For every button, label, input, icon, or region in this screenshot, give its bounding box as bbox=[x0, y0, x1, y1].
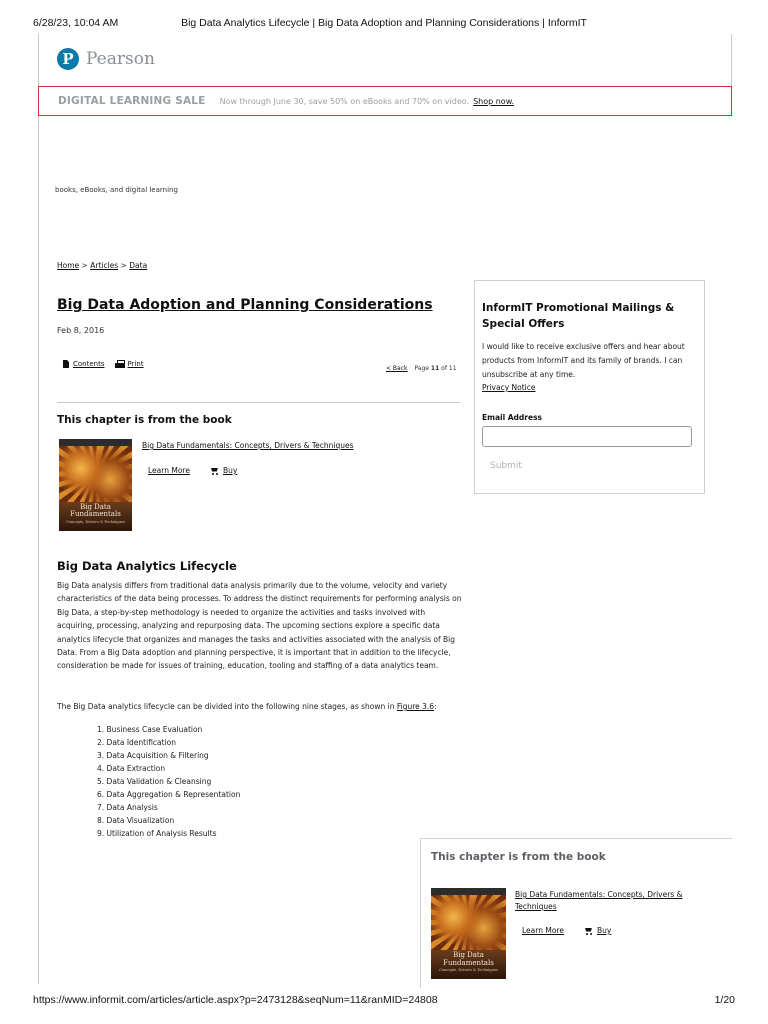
breadcrumb-data[interactable]: Data bbox=[129, 261, 148, 270]
cover-titlebox bbox=[431, 950, 506, 979]
promo-title: DIGITAL LEARNING SALE bbox=[58, 95, 206, 107]
book-cover-image[interactable] bbox=[59, 439, 132, 531]
article-title[interactable]: Big Data Adoption and Planning Considerations bbox=[57, 297, 433, 313]
list-item: 5. Data Validation & Cleansing bbox=[97, 777, 212, 786]
email-label: Email Address bbox=[482, 413, 543, 422]
learn-more-link[interactable]: Learn More bbox=[148, 466, 190, 475]
pearson-logo[interactable] bbox=[57, 48, 155, 70]
book-actions bbox=[148, 466, 237, 475]
printer-icon bbox=[115, 360, 125, 368]
book-title-link[interactable]: Big Data Fundamentals: Concepts, Drivers & Techniques bbox=[142, 441, 354, 450]
print-page-number: 1/20 bbox=[714, 994, 735, 1006]
print-page-title: Big Data Analytics Lifecycle | Big Data Adoption and Planning Considerations | InformIT bbox=[181, 17, 587, 29]
learn-more-link-2[interactable]: Learn More bbox=[522, 926, 564, 935]
list-item: 8. Data Visualization bbox=[97, 816, 175, 825]
book-actions-2 bbox=[522, 926, 611, 935]
cover-subtitle: Concepts, Drivers & Techniques bbox=[66, 519, 125, 524]
email-field[interactable] bbox=[482, 426, 692, 447]
page-of: of bbox=[441, 365, 447, 372]
pager bbox=[386, 365, 457, 372]
back-link[interactable]: < Back bbox=[386, 365, 408, 372]
figure-link[interactable]: Figure 3.6 bbox=[396, 702, 435, 711]
divider bbox=[57, 402, 460, 403]
para2-text: The Big Data analytics lifecycle can be divided into the following nine stages, as shown in bbox=[57, 702, 397, 711]
print-url: https://www.informit.com/articles/article.aspx?p=2473128&seqNum=11&ranMID=24808 bbox=[33, 994, 438, 1006]
cart-icon bbox=[584, 927, 593, 935]
privacy-notice-link[interactable]: Privacy Notice bbox=[482, 383, 536, 392]
section-paragraph-2 bbox=[57, 700, 462, 713]
cover-subtitle: Concepts, Drivers & Techniques bbox=[439, 968, 498, 973]
page-label: Page bbox=[414, 365, 429, 372]
breadcrumb bbox=[57, 261, 147, 270]
book-cover-image-2[interactable] bbox=[431, 888, 506, 979]
list-item: 2. Data Identification bbox=[97, 738, 177, 747]
cover-band bbox=[59, 439, 132, 446]
mailing-title: InformIT Promotional Mailings & Special Offers bbox=[482, 302, 675, 330]
total-pages: 11 bbox=[448, 365, 457, 372]
pearson-logo-icon: P bbox=[57, 48, 79, 70]
submit-button[interactable]: Submit bbox=[490, 461, 522, 471]
mailing-text: I would like to receive exclusive offers and hear about products from InformIT and its family of brands. I can unsubscribe at any time. bbox=[482, 342, 685, 379]
print-footer bbox=[0, 994, 768, 1008]
site-tagline: books, eBooks, and digital learning bbox=[55, 186, 178, 194]
list-item: 9. Utilization of Analysis Results bbox=[97, 829, 217, 838]
list-item: 7. Data Analysis bbox=[97, 803, 158, 812]
cover-title: Big Data Fundamentals bbox=[70, 502, 121, 519]
breadcrumb-separator: > bbox=[120, 261, 127, 270]
contents-link[interactable] bbox=[63, 360, 105, 368]
print-header bbox=[0, 17, 768, 31]
print-datetime: 6/28/23, 10:04 AM bbox=[33, 17, 119, 29]
document-icon bbox=[63, 360, 69, 368]
cover-title: Big Data Fundamentals bbox=[443, 950, 494, 967]
list-item: 6. Data Aggregation & Representation bbox=[97, 790, 241, 799]
breadcrumb-separator: > bbox=[81, 261, 88, 270]
list-item: 1. Business Case Evaluation bbox=[97, 725, 203, 734]
list-item: 4. Data Extraction bbox=[97, 764, 166, 773]
contents-label: Contents bbox=[73, 360, 105, 368]
breadcrumb-articles[interactable]: Articles bbox=[90, 261, 119, 270]
mailing-signup-box bbox=[474, 280, 705, 494]
buy-label: Buy bbox=[222, 466, 238, 475]
cover-art bbox=[59, 446, 132, 501]
cover-art bbox=[431, 895, 506, 950]
book-heading-2: This chapter is from the book bbox=[431, 851, 606, 863]
list-item: 3. Data Acquisition & Filtering bbox=[97, 751, 209, 760]
section-title: Big Data Analytics Lifecycle bbox=[57, 559, 237, 573]
frame-left-border bbox=[38, 34, 39, 984]
para2-end: : bbox=[434, 702, 437, 711]
publish-date: Feb 8, 2016 bbox=[57, 326, 105, 335]
buy-label-2: Buy bbox=[596, 926, 612, 935]
shop-now-link[interactable]: Shop now. bbox=[473, 96, 515, 106]
breadcrumb-home[interactable]: Home bbox=[57, 261, 80, 270]
promo-text: Now through June 30, save 50% on eBooks and 70% on video. bbox=[219, 96, 470, 106]
current-page: 11 bbox=[430, 365, 440, 372]
book-heading: This chapter is from the book bbox=[57, 414, 232, 426]
print-label: Print bbox=[127, 360, 144, 368]
print-link[interactable] bbox=[115, 360, 144, 368]
buy-link[interactable] bbox=[210, 466, 237, 475]
cart-icon bbox=[210, 467, 219, 475]
book-title-link-2[interactable]: Big Data Fundamentals: Concepts, Drivers & Techniques bbox=[515, 890, 683, 911]
stages-list bbox=[97, 723, 240, 840]
frame-right-border bbox=[731, 34, 732, 88]
cover-titlebox bbox=[59, 502, 132, 531]
cover-band bbox=[431, 888, 506, 895]
section-paragraph: Big Data analysis differs from traditional data analysis primarily due to the volume, velocity and variety characteristics of the data being processes. To address the distinct requirements for performing analysis on Big Data, a step-by-step methodology is needed to organize the activities and tasks involved with acquiring, processing, analyzing and repurposing data. The upcoming sections explore a specific data analytics lifecycle that organizes and manages the tasks and activities associated with the analysis of Big Data. From a Big Data adoption and planning perspective, it is important that in addition to the lifecycle, consideration be made for issues of training, education, tooling and staffing of a data analytics team. bbox=[57, 581, 462, 671]
buy-link-2[interactable] bbox=[584, 926, 611, 935]
pearson-logo-text: Pearson bbox=[86, 49, 155, 69]
promo-banner bbox=[38, 86, 732, 116]
article-tools bbox=[63, 360, 154, 368]
